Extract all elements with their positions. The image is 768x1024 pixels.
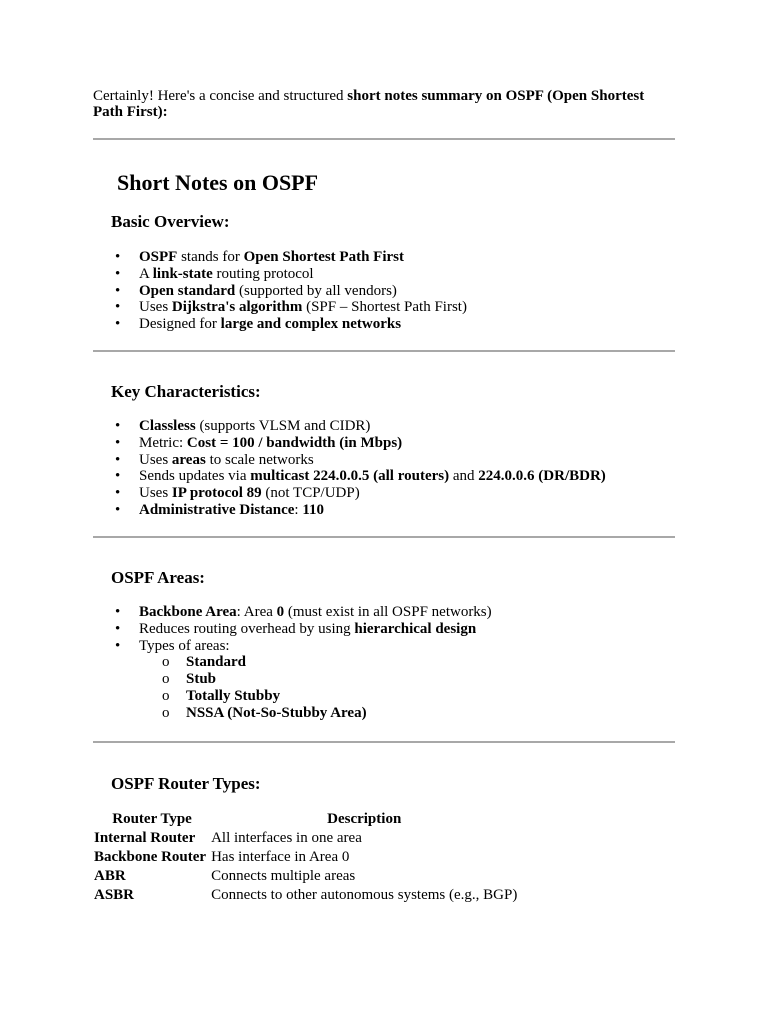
text: Sends updates via [139, 468, 251, 485]
list-item [93, 502, 675, 519]
text: Uses [139, 451, 172, 468]
text: (not TCP/UDP) [261, 485, 360, 502]
table-row [93, 829, 517, 848]
bold-text: Classless [139, 418, 196, 434]
bold-text: 0 [276, 604, 285, 620]
list-item [93, 435, 675, 452]
description-cell: Connects multiple areas [211, 868, 356, 884]
page-title: Short Notes on OSPF [117, 170, 319, 195]
list-item [93, 621, 675, 638]
text: (supported by all vendors) [235, 282, 397, 299]
column-header-description: Description [327, 811, 402, 827]
list-item [93, 468, 675, 485]
bold-text: areas [171, 451, 206, 468]
text: (must exist in all OSPF networks) [284, 604, 492, 620]
list-item [93, 299, 675, 316]
section-heading-areas: OSPF Areas: [111, 568, 205, 587]
text: stands for [177, 249, 244, 265]
area-type-label: Totally Stubby [186, 687, 281, 704]
characteristics-list [93, 418, 675, 519]
text: : [294, 501, 303, 518]
description-cell: All interfaces in one area [211, 830, 362, 846]
bold-text: Open standard [139, 282, 236, 299]
bold-text: IP protocol 89 [171, 485, 262, 502]
text: (supports VLSM and CIDR) [195, 418, 371, 434]
area-type-label: Stub [186, 671, 217, 688]
router-type-cell: ASBR [94, 887, 135, 903]
text: Types of areas: [139, 637, 230, 654]
area-type-item [139, 654, 675, 671]
router-type-cell: Internal Router [94, 830, 196, 846]
description-cell: Connects to other autonomous systems (e.g., BGP) [211, 887, 518, 903]
divider-4 [93, 741, 675, 743]
intro-paragraph [93, 88, 675, 120]
list-item [93, 638, 675, 722]
list-item [93, 604, 675, 621]
list-item [93, 266, 675, 283]
bold-text: Cost = 100 / bandwidth (in Mbps) [186, 434, 403, 451]
text: Designed for [139, 316, 221, 333]
intro-bold-text: short notes summary on OSPF (Open Shortest Path First): [93, 88, 645, 120]
table-header-row [93, 810, 517, 829]
text: Uses [139, 299, 172, 316]
list-item [93, 485, 675, 502]
text: Reduces routing overhead by using [139, 620, 355, 637]
text: A [139, 265, 153, 282]
description-cell: Has interface in Area 0 [211, 849, 350, 865]
text: : Area [236, 604, 277, 620]
text: routing protocol [212, 265, 314, 282]
bold-text: 224.0.0.6 (DR/BDR) [478, 468, 606, 485]
area-type-item [139, 671, 675, 688]
text: to scale networks [205, 451, 314, 468]
table-row [93, 886, 517, 905]
overview-list [93, 249, 675, 333]
bold-text: Dijkstra's algorithm [171, 299, 303, 316]
area-type-label: Standard [186, 654, 247, 671]
section-heading-router-types: OSPF Router Types: [111, 774, 261, 793]
router-type-cell: ABR [94, 868, 126, 884]
bold-text: multicast 224.0.0.5 (all routers) [250, 468, 450, 485]
bold-text: Administrative Distance [139, 501, 295, 518]
area-type-item [139, 705, 675, 722]
router-types-table [93, 810, 517, 905]
text: (SPF – Shortest Path First) [302, 299, 467, 316]
bold-text: large and complex networks [220, 316, 402, 333]
list-item [93, 452, 675, 469]
divider-1 [93, 138, 675, 140]
text: and [449, 468, 479, 485]
areas-list [93, 604, 675, 722]
bold-text: Backbone Area [139, 604, 237, 620]
area-type-item [139, 688, 675, 705]
bold-text: OSPF [139, 249, 178, 265]
text: Uses [139, 485, 172, 502]
area-types-list [139, 654, 675, 721]
table-row [93, 867, 517, 886]
bold-text: 110 [302, 501, 325, 518]
bold-text: hierarchical design [354, 620, 477, 637]
text: Metric: [139, 434, 187, 451]
section-heading-characteristics: Key Characteristics: [111, 382, 261, 401]
router-type-cell: Backbone Router [94, 849, 207, 865]
bold-text: Open Shortest Path First [243, 249, 405, 265]
list-item [93, 283, 675, 300]
area-type-label: NSSA (Not-So-Stubby Area) [186, 704, 367, 721]
table-row [93, 848, 517, 867]
divider-3 [93, 536, 675, 538]
divider-2 [93, 350, 675, 352]
list-item [93, 249, 675, 266]
bold-text: link-state [152, 265, 213, 282]
column-header-router-type: Router Type [112, 811, 192, 827]
section-heading-overview: Basic Overview: [111, 212, 230, 231]
list-item [93, 316, 675, 333]
intro-text: Certainly! Here's a concise and structured [93, 88, 348, 104]
list-item [93, 418, 675, 435]
